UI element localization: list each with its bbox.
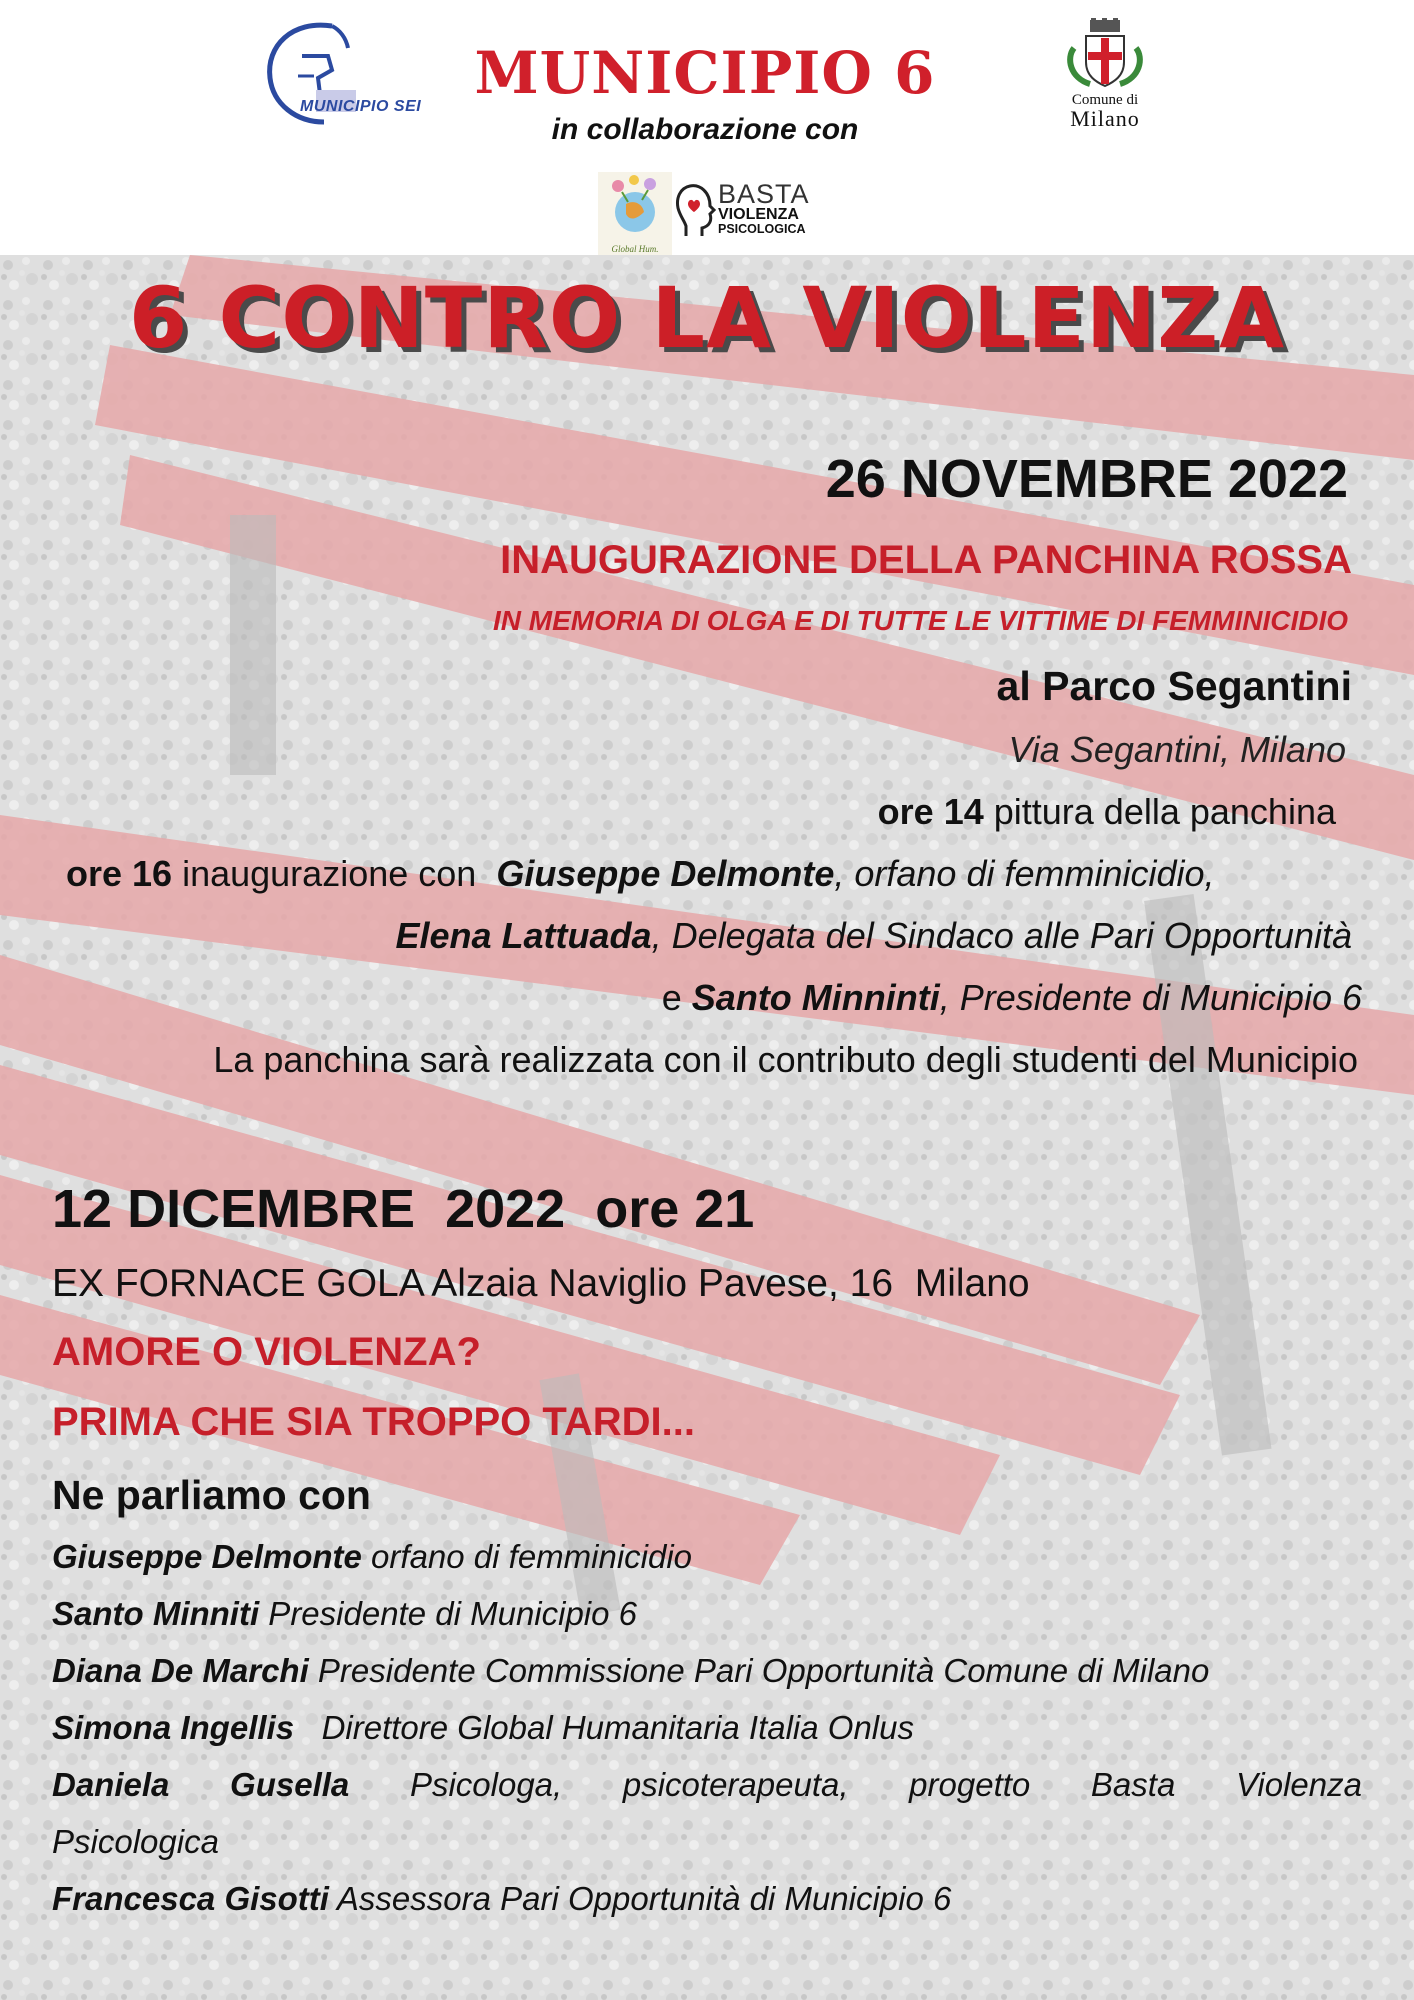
- speaker-name: Santo Minniti: [52, 1595, 260, 1632]
- event1-headline: INAUGURAZIONE DELLA PANCHINA ROSSA: [500, 538, 1352, 582]
- speaker-item: [52, 1595, 637, 1633]
- ore14-text: pittura della panchina: [983, 791, 1336, 832]
- speaker-item: [52, 1538, 692, 1576]
- speaker-item: [52, 1652, 1209, 1690]
- guest3-name: Santo Minninti: [691, 977, 940, 1018]
- event2-title2: PRIMA CHE SIA TROPPO TARDI...: [52, 1400, 695, 1444]
- speaker-name: Francesca Gisotti: [52, 1880, 329, 1917]
- event1-note: La panchina sarà realizzata con il contributo degli studenti del Municipio: [213, 1039, 1358, 1080]
- event1-guest3: [662, 977, 1362, 1019]
- speaker-role-word: Psicologa,: [409, 1766, 563, 1803]
- speaker-role-word: progetto: [909, 1766, 1031, 1803]
- event1-subheadline: IN MEMORIA DI OLGA E DI TUTTE LE VITTIME DI FEMMINICIDIO: [492, 605, 1348, 636]
- main-title: 6 CONTRO LA VIOLENZA: [128, 269, 1286, 367]
- speaker-role-word: Basta: [1090, 1766, 1176, 1803]
- comune-milano-logo: [1060, 18, 1150, 130]
- speaker-item: [52, 1709, 914, 1747]
- speaker-role: Direttore Global Humanitaria Italia Onlus: [294, 1709, 914, 1746]
- speaker-name: Simona Ingellis: [52, 1709, 295, 1746]
- guest1-name: Giuseppe Delmonte: [496, 853, 835, 894]
- basta-line2: VIOLENZA: [718, 206, 799, 223]
- municipio-logo-caption: MUNICIPIO SEI: [300, 98, 422, 115]
- event1-address: Via Segantini, Milano: [1008, 729, 1346, 770]
- header-title: MUNICIPIO 6: [474, 39, 936, 107]
- basta-line3: PSICOLOGICA: [718, 222, 806, 236]
- event2-date: 12 DICEMBRE 2022 ore 21: [52, 1179, 755, 1239]
- basta-line1: BASTA: [718, 179, 810, 209]
- header: [0, 0, 1414, 255]
- guest1-role: , orfano di femminicidio,: [834, 853, 1215, 894]
- collaboration-label: in collaborazione con: [551, 113, 859, 146]
- ore16-time: ore 16: [66, 853, 173, 894]
- comune-line1: Comune di: [1071, 92, 1139, 108]
- head-profile-icon: [674, 182, 716, 240]
- event1-schedule-ore14: [878, 791, 1336, 833]
- speaker-item-justified: [52, 1766, 1362, 1804]
- speaker-role: Assessora Pari Opportunità di Municipio 6: [328, 1880, 952, 1917]
- speaker-name: Giuseppe Delmonte: [52, 1538, 362, 1575]
- municipio-sei-logo: [262, 18, 422, 130]
- speaker-name-word: Gusella: [230, 1766, 350, 1803]
- guest3-role: , Presidente di Municipio 6: [939, 977, 1362, 1018]
- speaker-role: Presidente di Municipio 6: [259, 1595, 638, 1632]
- speaker-name-word: Daniela: [52, 1766, 170, 1803]
- guest2-role: , Delegata del Sindaco alle Pari Opportunità: [651, 915, 1352, 956]
- speaker-role: Presidente Commissione Pari Opportunità Comune di Milano: [308, 1652, 1210, 1689]
- speaker-role-word: psicoterapeuta,: [622, 1766, 849, 1803]
- ore16-text: inaugurazione con: [172, 853, 497, 894]
- event1-place: al Parco Segantini: [996, 663, 1352, 709]
- event1-date: 26 NOVEMBRE 2022: [825, 449, 1348, 509]
- guest3-prefix: e: [661, 977, 692, 1018]
- event2-intro: Ne parliamo con: [52, 1472, 371, 1518]
- guest2-name: Elena Lattuada: [395, 915, 652, 956]
- event2-location: EX FORNACE GOLA Alzaia Naviglio Pavese, 16 Milano: [52, 1262, 1030, 1305]
- event2-title1: AMORE O VIOLENZA?: [52, 1330, 481, 1374]
- speaker-role-word: Violenza: [1235, 1766, 1362, 1803]
- event1-guest2: [396, 915, 1353, 957]
- speaker-item: [52, 1880, 951, 1918]
- ore14-time: ore 14: [877, 791, 984, 832]
- speaker-role: orfano di femminicidio: [361, 1538, 693, 1575]
- coat-of-arms-icon: [1060, 18, 1150, 90]
- basta-violenza-logo: [674, 180, 834, 242]
- svg-text:Global Hum.: Global Hum.: [611, 244, 659, 254]
- speaker-role-continuation: Psicologica: [52, 1823, 219, 1860]
- event1-schedule-ore16: [66, 853, 1215, 895]
- speaker-name: Diana De Marchi: [52, 1652, 309, 1689]
- comune-line2: Milano: [1070, 106, 1140, 131]
